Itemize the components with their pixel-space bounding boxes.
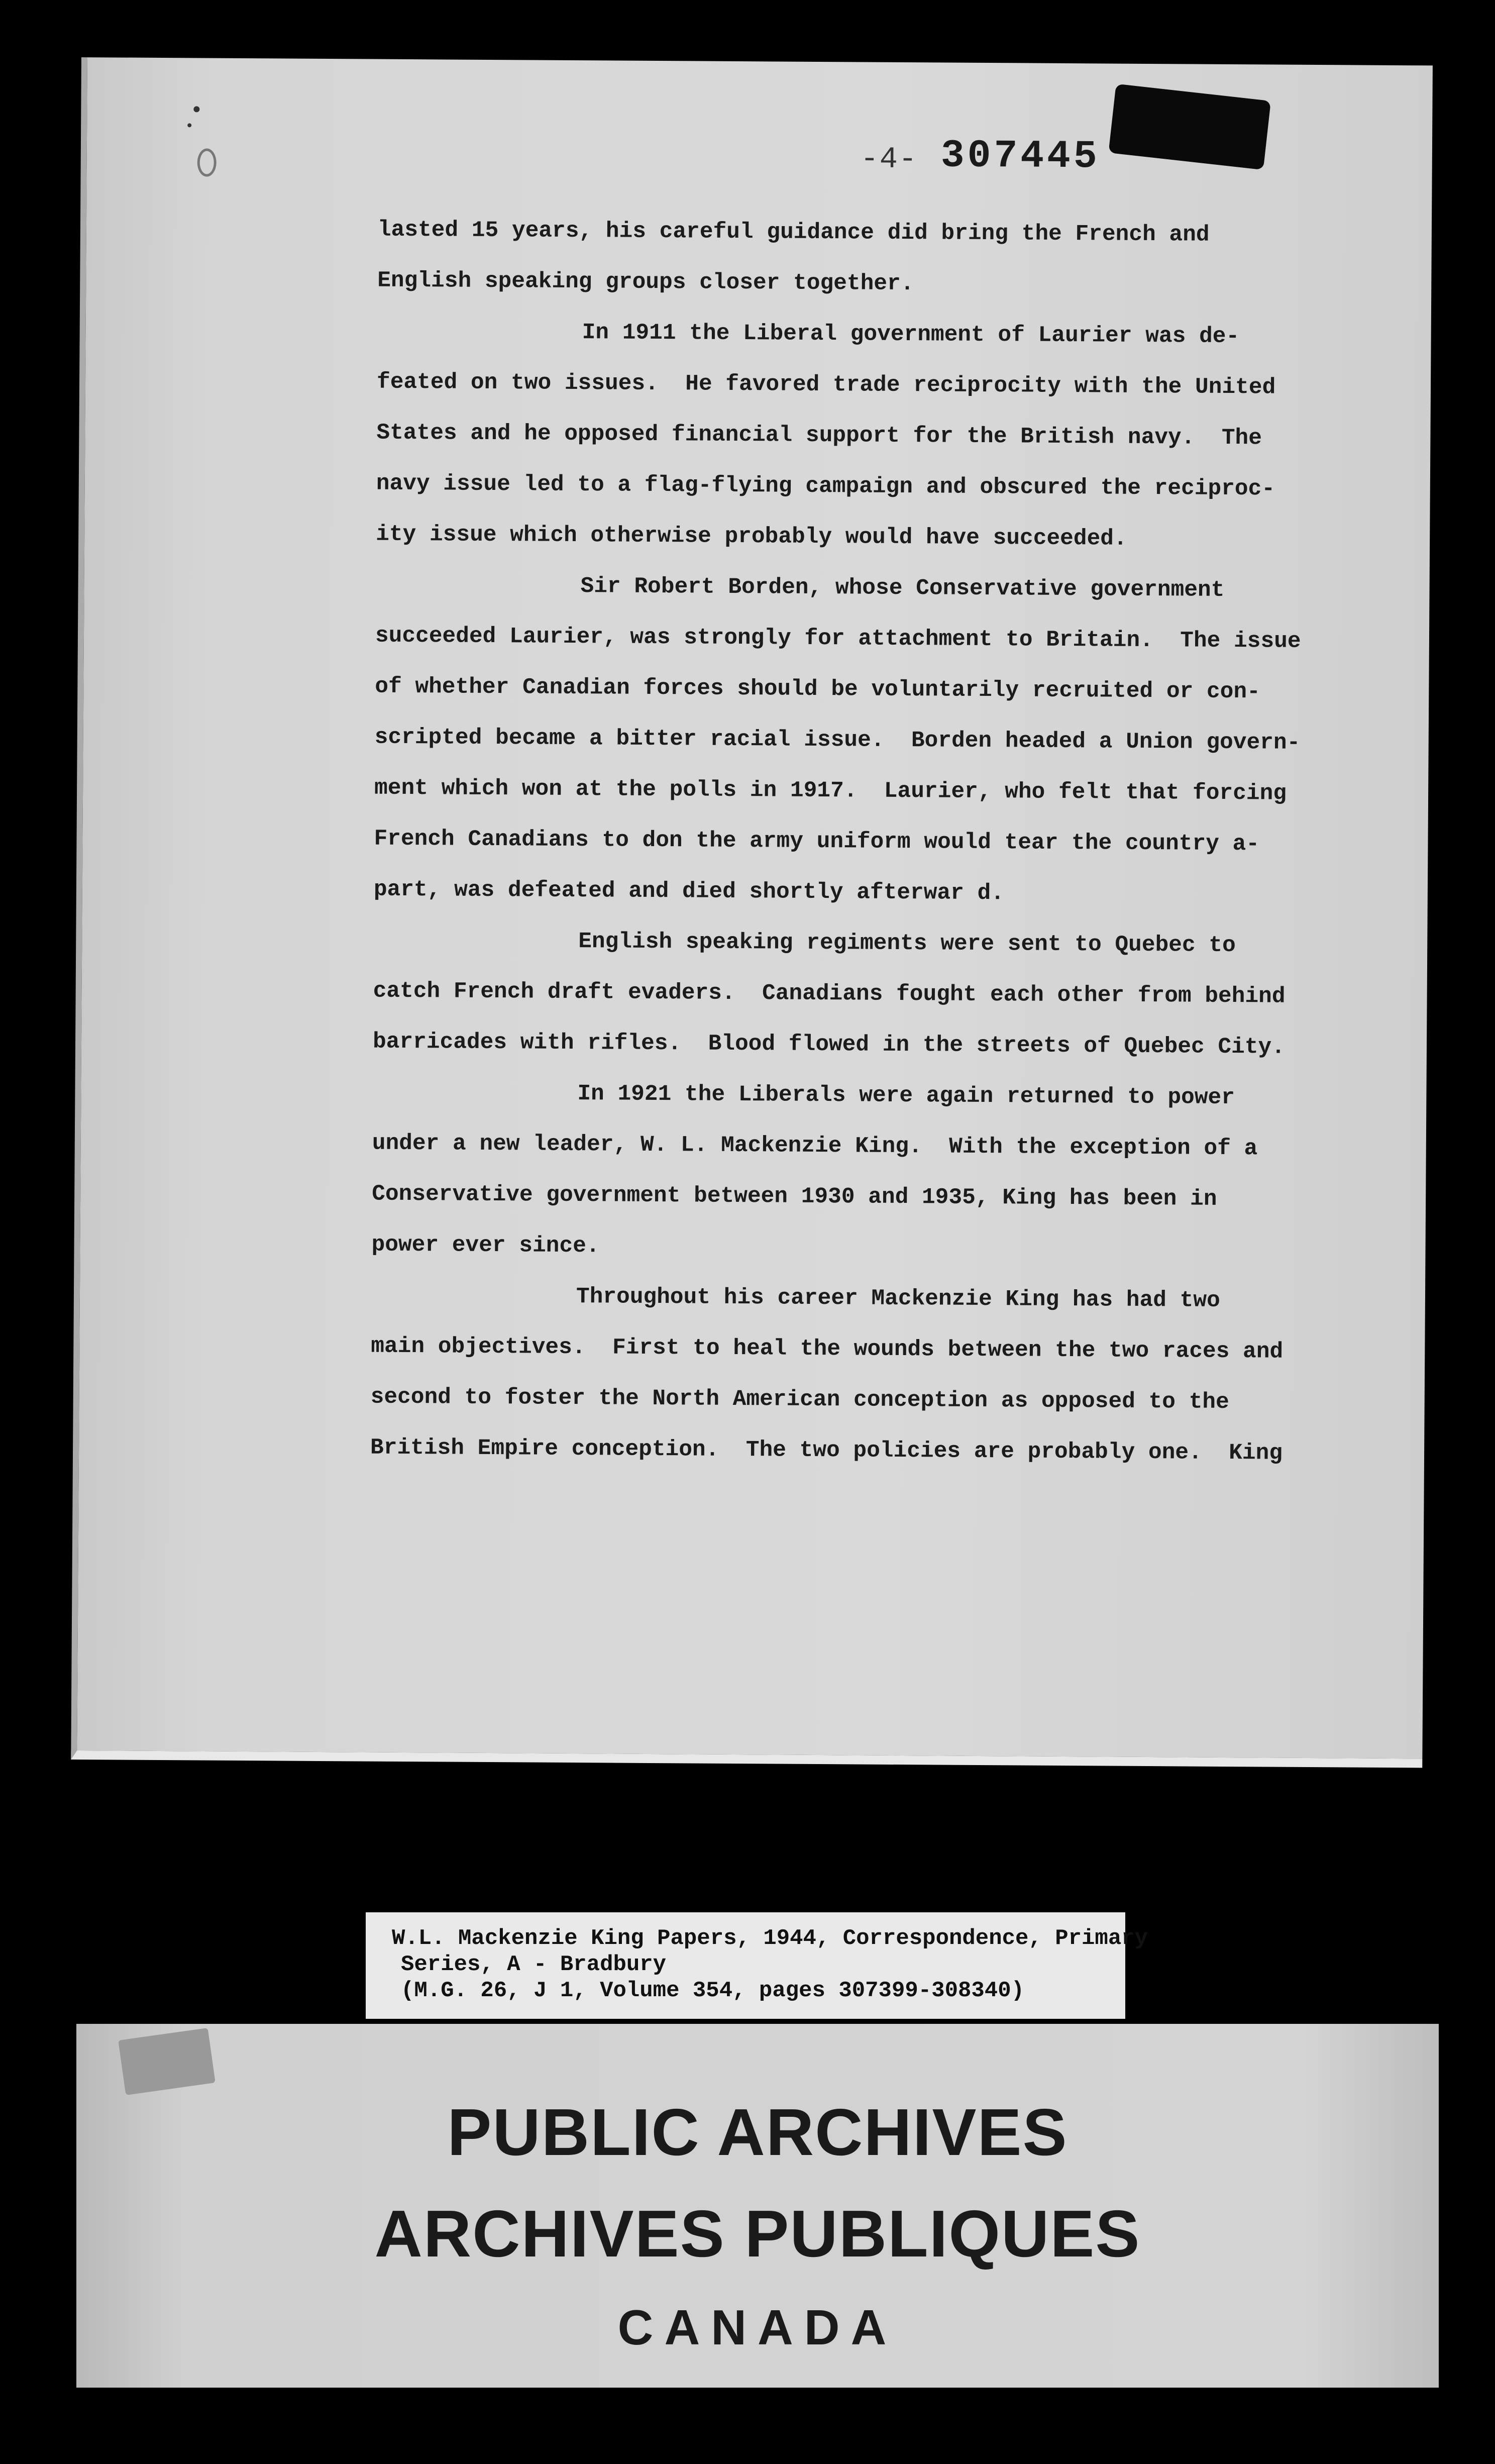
- ink-speck: [187, 123, 191, 127]
- body-text: [370, 205, 1342, 1480]
- text-line: British Empire conception. The two policies are probably one. King: [370, 1435, 1283, 1466]
- punch-hole: [197, 148, 217, 176]
- archive-label: [366, 1912, 1148, 2019]
- text-line: ment which won at the polls in 1917. Laurier, who felt that forcing: [374, 775, 1287, 806]
- stamp-line-public-archives: PUBLIC ARCHIVES: [447, 2095, 1068, 2169]
- text-line: lasted 15 years, his careful guidance did bring the French and: [377, 217, 1210, 248]
- text-line: scripted became a bitter racial issue. Borden headed a Union govern-: [374, 725, 1301, 756]
- document-number: 307445: [940, 134, 1100, 179]
- redaction-block: [1109, 84, 1271, 170]
- text-line: French Canadians to don the army uniform would tear the country a-: [374, 826, 1260, 857]
- text-line: English speaking groups closer together.: [377, 268, 914, 297]
- text-line: Conservative government between 1930 and 1935, King has been in: [372, 1181, 1217, 1212]
- archive-label-line: W.L. Mackenzie King Papers, 1944, Correspondence, Primary: [392, 1926, 1148, 1951]
- text-line: Throughout his career Mackenzie King has had two: [576, 1284, 1220, 1313]
- stamp-line-archives-publiques: ARCHIVES PUBLIQUES: [374, 2197, 1141, 2271]
- text-line: catch French draft evaders. Canadians fought each other from behind: [373, 978, 1286, 1009]
- archive-label-line: (M.G. 26, J 1, Volume 354, pages 307399-308340): [401, 1978, 1025, 2003]
- text-line: navy issue led to a flag-flying campaign and obscured the reciproc-: [376, 471, 1275, 502]
- text-line: part, was defeated and died shortly afterwar d.: [373, 877, 1005, 906]
- text-line: English speaking regiments were sent to Quebec to: [578, 929, 1236, 959]
- text-line: ity issue which otherwise probably would have succeeded.: [376, 522, 1127, 552]
- text-line: main objectives. First to heal the wounds between the two races and: [371, 1333, 1284, 1365]
- text-line: succeeded Laurier, was strongly for attachment to Britain. The issue: [375, 623, 1301, 654]
- stamp-line-canada: CANADA: [617, 2300, 898, 2355]
- text-line: barricades with rifles. Blood flowed in the streets of Quebec City.: [372, 1029, 1286, 1060]
- page-number: -4-: [860, 142, 918, 177]
- text-line: of whether Canadian forces should be voluntarily recruited or con-: [375, 674, 1260, 705]
- archive-stamp: [76, 2024, 1439, 2388]
- text-line: In 1911 the Liberal government of Laurier was de-: [582, 320, 1240, 350]
- text-line: under a new leader, W. L. Mackenzie King. With the exception of a: [372, 1131, 1258, 1162]
- text-line: In 1921 the Liberals were again returned to power: [577, 1081, 1235, 1111]
- document-page: [71, 57, 1433, 1768]
- ink-speck: [193, 106, 199, 112]
- text-line: feated on two issues. He favored trade reciprocity with the United: [376, 369, 1276, 400]
- text-line: Sir Robert Borden, whose Conservative government: [580, 574, 1225, 603]
- tape-tear: [118, 2028, 216, 2095]
- text-line: second to foster the North American conception as opposed to the: [370, 1384, 1229, 1415]
- archive-label-line: Series, A - Bradbury: [401, 1952, 667, 1977]
- text-line: power ever since.: [371, 1232, 600, 1259]
- text-line: States and he opposed financial support for the British navy. The: [376, 420, 1262, 451]
